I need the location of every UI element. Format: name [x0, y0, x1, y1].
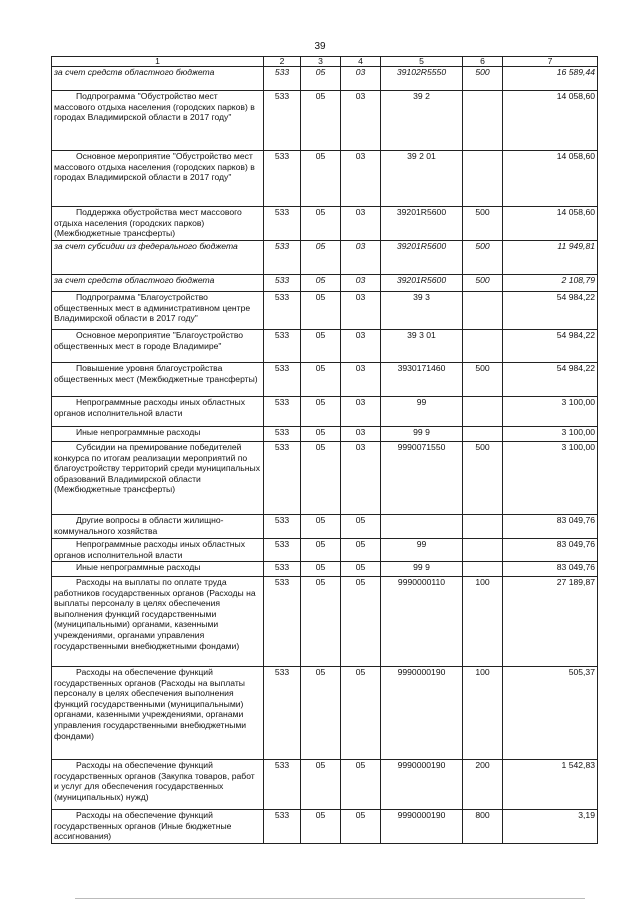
- table-row: [52, 207, 598, 241]
- row-ministry-cell: 533: [264, 760, 301, 810]
- row-name-cell: Непрограммные расходы иных областных органов исполнительной власти: [52, 397, 264, 427]
- row-amount-cell: 83 049,76: [503, 515, 598, 539]
- row-subsection-cell: 03: [341, 292, 381, 330]
- row-section-cell: 05: [301, 667, 341, 760]
- row-ministry-cell: 533: [264, 67, 301, 91]
- row-amount-cell: 3 100,00: [503, 442, 598, 515]
- column-header: 1: [52, 57, 264, 67]
- row-ministry-cell: 533: [264, 562, 301, 577]
- row-name-cell: за счет субсидии из федерального бюджета: [52, 241, 264, 275]
- row-section-cell: 05: [301, 562, 341, 577]
- row-target-article-cell: 9990000190: [381, 760, 463, 810]
- row-subsection-cell: 03: [341, 442, 381, 515]
- budget-table: [51, 56, 598, 844]
- row-expense-type-cell: [463, 330, 503, 363]
- row-name-cell: Расходы на выплаты по оплате труда работников государственных органов (Расходы на выплаты персоналу в целях обеспечения выполнения функций государственными (муниципальными) органами, казенными учреждениями, органами управления государственными внебюджетными фондами): [52, 577, 264, 667]
- row-section-cell: 05: [301, 91, 341, 151]
- row-section-cell: 05: [301, 67, 341, 91]
- row-expense-type-cell: [463, 515, 503, 539]
- row-name-cell: Непрограммные расходы иных областных органов исполнительной власти: [52, 539, 264, 562]
- row-expense-type-cell: 200: [463, 760, 503, 810]
- row-subsection-cell: 03: [341, 363, 381, 397]
- row-target-article-cell: 39201R5600: [381, 275, 463, 292]
- table-row: [52, 667, 598, 760]
- row-amount-cell: 16 589,44: [503, 67, 598, 91]
- row-subsection-cell: 05: [341, 539, 381, 562]
- row-subsection-cell: 03: [341, 241, 381, 275]
- row-target-article-cell: 9990071550: [381, 442, 463, 515]
- row-target-article-cell: 39 2 01: [381, 151, 463, 207]
- row-expense-type-cell: [463, 427, 503, 442]
- table-row: [52, 539, 598, 562]
- table-row: [52, 363, 598, 397]
- table-row: [52, 151, 598, 207]
- row-section-cell: 05: [301, 151, 341, 207]
- row-target-article-cell: 3930171460: [381, 363, 463, 397]
- row-expense-type-cell: 500: [463, 363, 503, 397]
- row-target-article-cell: 9990000190: [381, 667, 463, 760]
- row-section-cell: 05: [301, 292, 341, 330]
- row-amount-cell: 14 058,60: [503, 151, 598, 207]
- row-ministry-cell: 533: [264, 241, 301, 275]
- column-header: 5: [381, 57, 463, 67]
- column-header: 2: [264, 57, 301, 67]
- table-row: [52, 442, 598, 515]
- row-amount-cell: 54 984,22: [503, 363, 598, 397]
- row-expense-type-cell: 500: [463, 207, 503, 241]
- row-subsection-cell: 05: [341, 667, 381, 760]
- table-header-row: [52, 57, 598, 67]
- table-row: [52, 397, 598, 427]
- row-ministry-cell: 533: [264, 667, 301, 760]
- row-expense-type-cell: [463, 397, 503, 427]
- row-subsection-cell: 03: [341, 275, 381, 292]
- table-row: [52, 67, 598, 91]
- row-section-cell: 05: [301, 275, 341, 292]
- row-amount-cell: 11 949,81: [503, 241, 598, 275]
- row-subsection-cell: 03: [341, 151, 381, 207]
- row-name-cell: Субсидии на премирование победителей конкурса по итогам реализации мероприятий по благоустройству территорий среди муниципальных образований Владимирской области (Межбюджетные трансферты): [52, 442, 264, 515]
- row-expense-type-cell: [463, 151, 503, 207]
- row-ministry-cell: 533: [264, 91, 301, 151]
- row-amount-cell: 54 984,22: [503, 330, 598, 363]
- row-section-cell: 05: [301, 397, 341, 427]
- row-amount-cell: 14 058,60: [503, 91, 598, 151]
- row-subsection-cell: 05: [341, 562, 381, 577]
- row-target-article-cell: 39102R5550: [381, 67, 463, 91]
- row-name-cell: Основное мероприятие "Обустройство мест массового отдыха населения (городских парков) в городах Владимирской области в 2017 году": [52, 151, 264, 207]
- row-amount-cell: 27 189,87: [503, 577, 598, 667]
- row-ministry-cell: 533: [264, 363, 301, 397]
- row-section-cell: 05: [301, 207, 341, 241]
- column-header: 6: [463, 57, 503, 67]
- row-amount-cell: 54 984,22: [503, 292, 598, 330]
- row-name-cell: Другие вопросы в области жилищно-коммунального хозяйства: [52, 515, 264, 539]
- row-section-cell: 05: [301, 760, 341, 810]
- row-amount-cell: 14 058,60: [503, 207, 598, 241]
- page-number: 39: [314, 41, 326, 52]
- row-target-article-cell: 99 9: [381, 427, 463, 442]
- row-ministry-cell: 533: [264, 515, 301, 539]
- table-row: [52, 241, 598, 275]
- row-section-cell: 05: [301, 330, 341, 363]
- row-name-cell: Поддержка обустройства мест массового отдыха населения (городских парков) (Межбюджетные трансферты): [52, 207, 264, 241]
- row-subsection-cell: 03: [341, 330, 381, 363]
- row-target-article-cell: 9990000110: [381, 577, 463, 667]
- row-name-cell: Подпрограмма "Благоустройство общественных мест в административном центре Владимирской области в 2017 году": [52, 292, 264, 330]
- table-row: [52, 562, 598, 577]
- row-amount-cell: 83 049,76: [503, 539, 598, 562]
- row-subsection-cell: 03: [341, 397, 381, 427]
- column-header: 3: [301, 57, 341, 67]
- row-subsection-cell: 03: [341, 207, 381, 241]
- row-target-article-cell: 9990000190: [381, 810, 463, 844]
- row-target-article-cell: 99: [381, 539, 463, 562]
- row-expense-type-cell: 100: [463, 667, 503, 760]
- row-amount-cell: 83 049,76: [503, 562, 598, 577]
- column-header: 7: [503, 57, 598, 67]
- row-name-cell: Расходы на обеспечение функций государственных органов (Расходы на выплаты персоналу в целях обеспечения выполнения функций государственными (муниципальными) органами, казенными учреждениями, органами управления государственными внебюджетными фондами): [52, 667, 264, 760]
- row-ministry-cell: 533: [264, 427, 301, 442]
- row-amount-cell: 2 108,79: [503, 275, 598, 292]
- row-amount-cell: 505,37: [503, 667, 598, 760]
- row-ministry-cell: 533: [264, 810, 301, 844]
- row-section-cell: 05: [301, 427, 341, 442]
- row-expense-type-cell: [463, 91, 503, 151]
- row-target-article-cell: 39201R5600: [381, 207, 463, 241]
- row-name-cell: за счет средств областного бюджета: [52, 67, 264, 91]
- row-ministry-cell: 533: [264, 292, 301, 330]
- row-amount-cell: 1 542,83: [503, 760, 598, 810]
- row-name-cell: Повышение уровня благоустройства общественных мест (Межбюджетные трансферты): [52, 363, 264, 397]
- table-row: [52, 760, 598, 810]
- scan-edge-line: [75, 898, 585, 899]
- row-ministry-cell: 533: [264, 275, 301, 292]
- table-row: [52, 330, 598, 363]
- row-name-cell: Расходы на обеспечение функций государственных органов (Иные бюджетные ассигнования): [52, 810, 264, 844]
- table-row: [52, 275, 598, 292]
- row-ministry-cell: 533: [264, 151, 301, 207]
- row-amount-cell: 3 100,00: [503, 427, 598, 442]
- row-section-cell: 05: [301, 363, 341, 397]
- row-target-article-cell: 39 3: [381, 292, 463, 330]
- row-subsection-cell: 03: [341, 91, 381, 151]
- row-name-cell: Иные непрограммные расходы: [52, 427, 264, 442]
- row-subsection-cell: 05: [341, 577, 381, 667]
- row-name-cell: Расходы на обеспечение функций государственных органов (Закупка товаров, работ и услуг для обеспечения государственных (муниципальных) нужд): [52, 760, 264, 810]
- row-target-article-cell: 39 3 01: [381, 330, 463, 363]
- row-ministry-cell: 533: [264, 577, 301, 667]
- row-expense-type-cell: 500: [463, 241, 503, 275]
- row-subsection-cell: 03: [341, 427, 381, 442]
- row-ministry-cell: 533: [264, 330, 301, 363]
- table-row: [52, 577, 598, 667]
- row-subsection-cell: 05: [341, 515, 381, 539]
- table-row: [52, 427, 598, 442]
- row-section-cell: 05: [301, 810, 341, 844]
- row-ministry-cell: 533: [264, 539, 301, 562]
- row-ministry-cell: 533: [264, 207, 301, 241]
- row-amount-cell: 3,19: [503, 810, 598, 844]
- row-section-cell: 05: [301, 241, 341, 275]
- row-section-cell: 05: [301, 442, 341, 515]
- table-row: [52, 515, 598, 539]
- row-expense-type-cell: 100: [463, 577, 503, 667]
- row-ministry-cell: 533: [264, 442, 301, 515]
- row-subsection-cell: 05: [341, 760, 381, 810]
- row-target-article-cell: 99 9: [381, 562, 463, 577]
- column-header: 4: [341, 57, 381, 67]
- row-target-article-cell: [381, 515, 463, 539]
- row-name-cell: Иные непрограммные расходы: [52, 562, 264, 577]
- row-expense-type-cell: [463, 539, 503, 562]
- row-expense-type-cell: 800: [463, 810, 503, 844]
- table-row: [52, 292, 598, 330]
- row-section-cell: 05: [301, 577, 341, 667]
- row-ministry-cell: 533: [264, 397, 301, 427]
- row-name-cell: Основное мероприятие "Благоустройство общественных мест в городе Владимире": [52, 330, 264, 363]
- row-expense-type-cell: [463, 562, 503, 577]
- table-row: [52, 91, 598, 151]
- row-expense-type-cell: 500: [463, 275, 503, 292]
- row-subsection-cell: 03: [341, 67, 381, 91]
- row-amount-cell: 3 100,00: [503, 397, 598, 427]
- row-expense-type-cell: 500: [463, 67, 503, 91]
- table-row: [52, 810, 598, 844]
- row-expense-type-cell: [463, 292, 503, 330]
- row-section-cell: 05: [301, 515, 341, 539]
- row-section-cell: 05: [301, 539, 341, 562]
- row-target-article-cell: 39201R5600: [381, 241, 463, 275]
- row-expense-type-cell: 500: [463, 442, 503, 515]
- row-subsection-cell: 05: [341, 810, 381, 844]
- row-target-article-cell: 99: [381, 397, 463, 427]
- row-name-cell: за счет средств областного бюджета: [52, 275, 264, 292]
- row-target-article-cell: 39 2: [381, 91, 463, 151]
- row-name-cell: Подпрограмма "Обустройство мест массового отдыха населения (городских парков) в городах Владимирской области в 2017 году": [52, 91, 264, 151]
